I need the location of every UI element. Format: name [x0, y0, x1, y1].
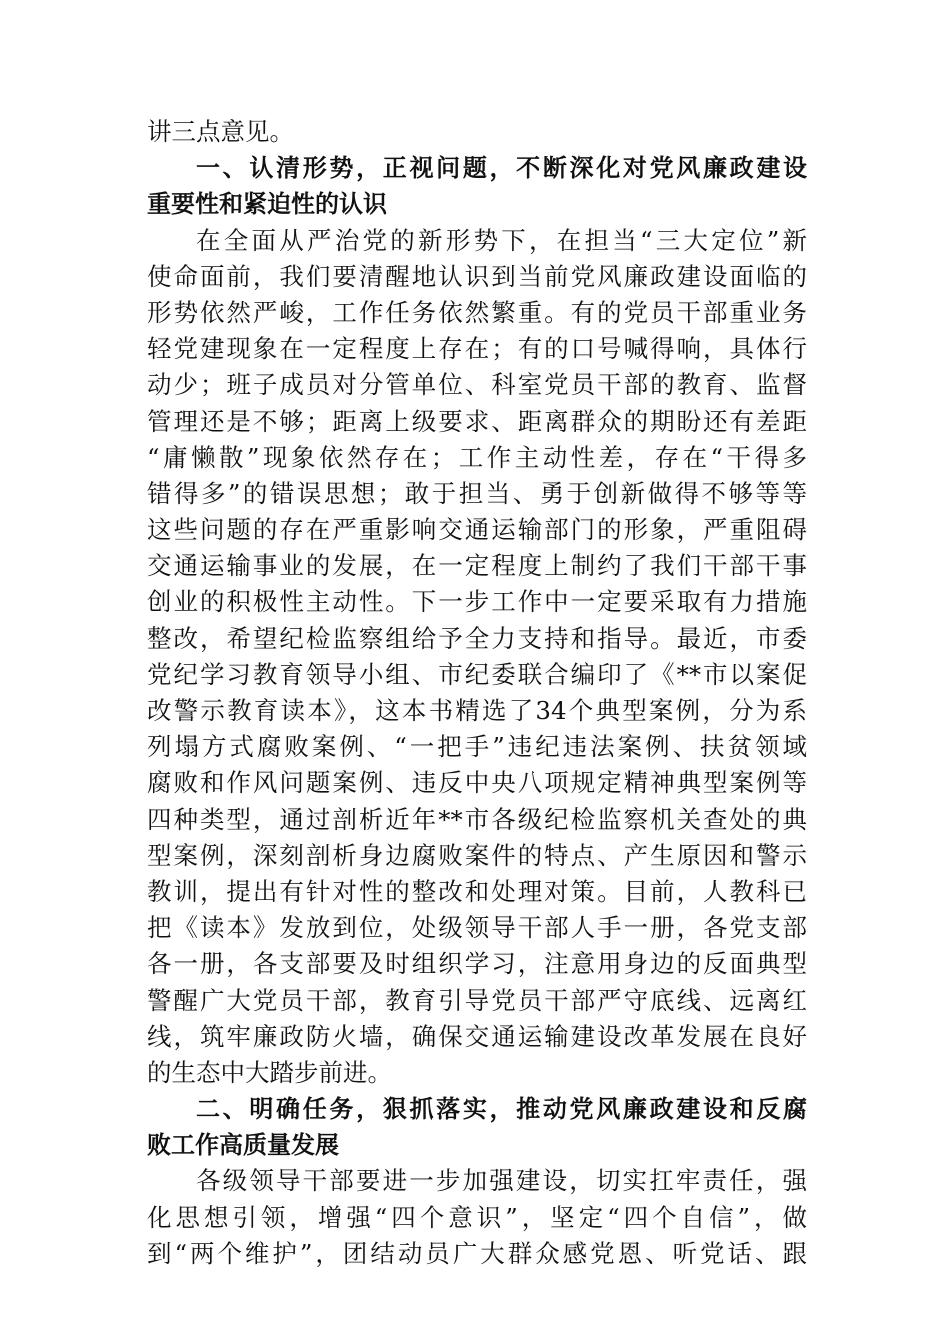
text-line: 型案例，深刻剖析身边腐败案件的特点、产生原因和警示: [147, 840, 807, 870]
heading-line: 二、明确任务，狠抓落实，推动党风廉政建设和反腐: [196, 1095, 807, 1124]
text-line: 化思想引领，增强“四个意识”，坚定“四个自信”，做: [147, 1202, 807, 1232]
heading-line: 重要性和紧迫性的认识: [147, 190, 387, 219]
text-line: 到“两个维护”，团结动员广大群众感党恩、听党话、跟: [147, 1238, 807, 1268]
text-line: 线，筑牢廉政防火墙，确保交通运输建设改革发展在良好: [147, 1021, 807, 1051]
text-line: 使命面前，我们要清醒地认识到当前党风廉政建设面临的: [147, 261, 807, 291]
section-heading-1: [147, 150, 807, 222]
text-line: 把《读本》发放到位，处级领导干部人手一册，各党支部: [147, 913, 807, 943]
heading-line: 一、认清形势，正视问题，不断深化对党风廉政建设: [196, 154, 807, 183]
section-heading-2: [147, 1091, 807, 1163]
text-line: 动少；班子成员对分管单位、科室党员干部的教育、监督: [147, 370, 807, 400]
text-line: 党纪学习教育领导小组、市纪委联合编印了《**市以案促: [147, 659, 807, 689]
document-body: [147, 114, 807, 1272]
body-paragraph-1: [147, 223, 807, 1092]
text-line: 教训，提出有针对性的整改和处理对策。目前，人教科已: [147, 876, 807, 906]
text-line: 管理还是不够；距离上级要求、距离群众的期盼还有差距: [147, 406, 807, 436]
text-line: 轻党建现象在一定程度上存在；有的口号喊得响，具体行: [147, 334, 807, 364]
text-line: 这些问题的存在严重影响交通运输部门的形象，严重阻碍: [147, 515, 807, 545]
text-line: 腐败和作风问题案例、违反中央八项规定精神典型案例等: [147, 768, 807, 798]
text-line: 的生态中大踏步前进。: [147, 1057, 392, 1087]
text-line: 整改，希望纪检监察组给予全力支持和指导。最近，市委: [147, 623, 807, 653]
text-line: 警醒广大党员干部，教育引导党员干部严守底线、远离红: [147, 985, 807, 1015]
text-line: 四种类型，通过剖析近年**市各级纪检监察机关查处的典: [147, 804, 807, 834]
text-line: 各级领导干部要进一步加强建设，切实扛牢责任，强: [196, 1166, 807, 1196]
text-line: 讲三点意见。: [147, 117, 294, 146]
paragraph-continuation: [147, 114, 807, 150]
text-line: 创业的积极性主动性。下一步工作中一定要采取有力措施: [147, 587, 807, 617]
body-paragraph-2: [147, 1163, 807, 1272]
text-line: 错得多”的错误思想；敢于担当、勇于创新做得不够等等: [147, 478, 807, 508]
heading-line: 败工作高质量发展: [147, 1131, 339, 1160]
text-line: 各一册，各支部要及时组织学习，注意用身边的反面典型: [147, 949, 807, 979]
text-line: 列塌方式腐败案例、“一把手”违纪违法案例、扶贫领域: [147, 732, 807, 762]
text-line: “庸懒散”现象依然存在；工作主动性差，存在“干得多: [147, 442, 807, 472]
text-line: 形势依然严峻，工作任务依然繁重。有的党员干部重业务: [147, 297, 807, 327]
text-line: 改警示教育读本》，这本书精选了34个典型案例，分为系: [147, 696, 807, 725]
text-line: 在全面从严治党的新形势下，在担当“三大定位”新: [196, 225, 807, 255]
text-line: 交通运输事业的发展，在一定程度上制约了我们干部干事: [147, 551, 807, 581]
